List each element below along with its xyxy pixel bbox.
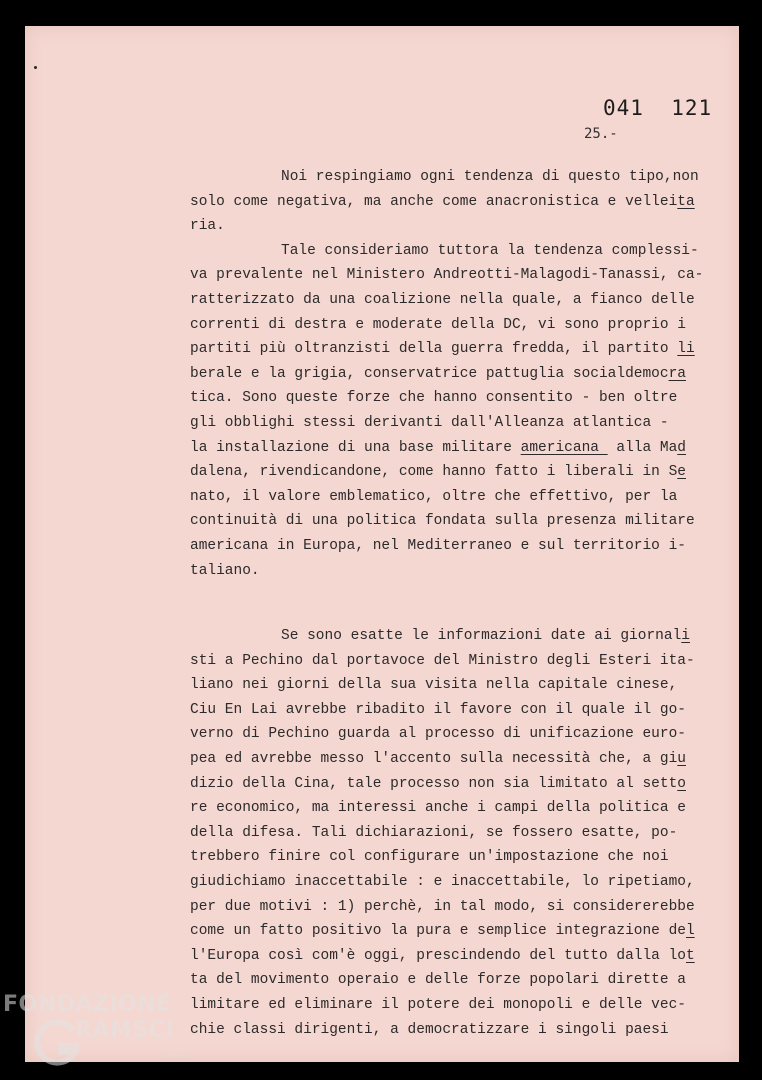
text-line: partiti più oltranzisti della guerra fredda, il partito li — [190, 341, 695, 358]
text-line: l'Europa così com'è oggi, prescindendo del tutto dalla lot — [190, 947, 695, 964]
underlined-text: e — [677, 464, 686, 481]
text-line: per due motivi : 1) perchè, in tal modo, si considererebbe — [190, 898, 695, 915]
text-line: della difesa. Tali dichiarazioni, se fossero esatte, po- — [190, 824, 678, 841]
text-line: giudichiamo inaccettabile : e inaccettabile, lo ripetiamo, — [190, 873, 695, 890]
text-line: ratterizzato da una coalizione nella quale, a fianco delle — [190, 291, 695, 308]
text-line: sti a Pechino dal portavoce del Ministro degli Esteri ita- — [190, 652, 695, 669]
text-line: liano nei giorni della sua visita nella capitale cinese, — [190, 677, 678, 694]
underlined-text: li — [677, 341, 695, 358]
text-line: va prevalente nel Ministero Andreotti-Malagodi-Tanassi, ca- — [190, 267, 704, 284]
text-line: solo come negativa, ma anche come anacronistica e velleita — [190, 193, 695, 210]
underlined-text: i — [681, 628, 690, 644]
ink-speck — [34, 66, 37, 69]
underlined-text: ta — [677, 193, 695, 210]
text-line: la installazione di una base militare americana alla Mad — [190, 439, 686, 456]
underlined-text: l — [685, 923, 695, 940]
text-line: re economico, ma interessi anche i campi della politica e — [190, 800, 686, 817]
text-line: americana in Europa, nel Mediterraneo e sul territorio i- — [190, 537, 686, 554]
text-line: continuità di una politica fondata sulla presenza militare — [190, 513, 695, 530]
watermark-line3: onlus — [165, 1050, 190, 1060]
text-line: ta del movimento operaio e delle forze popolari dirette a — [190, 972, 686, 989]
text-line: dalena, rivendicandone, come hanno fatto i liberali in Se — [190, 464, 686, 481]
underlined-text: t — [685, 947, 695, 964]
paragraph-2 — [190, 624, 695, 1042]
text-line: gli obblighi stessi derivanti dall'Alleanza atlantica - — [190, 414, 669, 431]
page-number: 25.- — [584, 126, 618, 142]
document-page — [25, 26, 739, 1062]
paragraph-1 — [190, 165, 703, 583]
fondazione-gramsci-watermark — [3, 992, 203, 1076]
text-line: chie classi dirigenti, a democratizzare i singoli paesi — [190, 1021, 669, 1038]
underlined-text: americana — [520, 439, 608, 456]
text-line: Ciu En Lai avrebbe ribadito il favore con il quale il go- — [190, 701, 686, 718]
text-line: pea ed avrebbe messo l'accento sulla necessità che, a giu — [190, 750, 686, 767]
text-line: berale e la grigia, conservatrice pattuglia socialdemocra — [190, 365, 686, 382]
text-line: nato, il valore emblematico, oltre che effettivo, per la — [190, 488, 678, 505]
text-line: tica. Sono queste forze che hanno consentito - ben oltre — [190, 390, 678, 407]
watermark-line1: FONDAZIONE — [3, 992, 172, 1017]
underlined-text: ra — [668, 365, 686, 382]
text-line: verno di Pechino guarda al processo di unificazione euro- — [190, 726, 686, 743]
underlined-text: d — [677, 439, 686, 456]
text-line: correnti di destra e moderate della DC, vi sono proprio i — [190, 316, 686, 333]
text-line: come un fatto positivo la pura e semplice integrazione del — [190, 923, 695, 940]
text-line: taliano. — [190, 562, 260, 579]
text-line: ria. — [190, 218, 225, 235]
text-line: Noi respingiamo ogni tendenza di questo tipo,non — [281, 169, 699, 185]
text-line: trebbero finire col configurare un'impostazione che noi — [190, 849, 669, 866]
text-line: dizio della Cina, tale processo non sia limitato al setto — [190, 775, 686, 792]
text-line: limitare ed eliminare il potere dei monopoli e delle vec- — [190, 996, 686, 1013]
underlined-text: u — [677, 750, 686, 767]
text-line: Tale consideriamo tuttora la tendenza complessi- — [281, 242, 699, 259]
text-line: Se sono esatte le informazioni date ai giornali — [281, 628, 690, 644]
watermark-line2: RAMSCI — [75, 1018, 175, 1043]
underlined-text: o — [677, 775, 686, 792]
folio-stamp: 041 121 — [603, 96, 713, 120]
